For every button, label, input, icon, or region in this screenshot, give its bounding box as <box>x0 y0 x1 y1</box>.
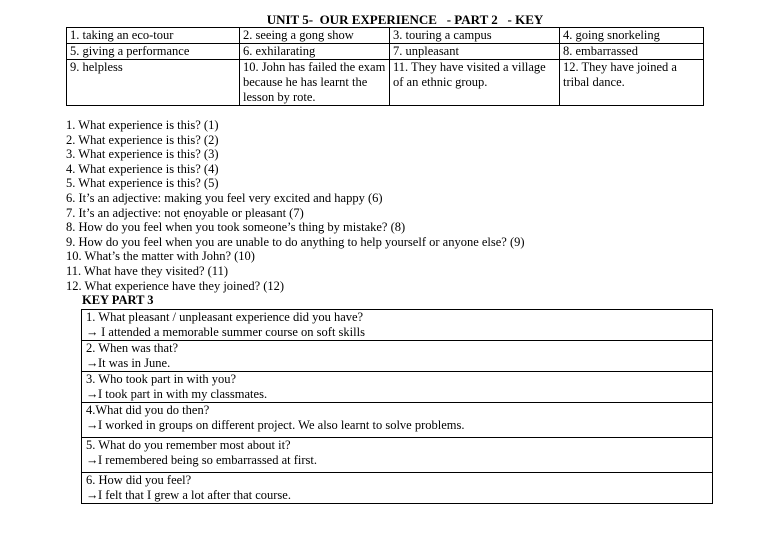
table-cell: 6. exhilarating <box>240 44 390 60</box>
question-list <box>66 118 525 293</box>
list-item: 1. What experience is this? (1) <box>66 118 219 132</box>
question-text: 3. Who took part in with you? <box>86 372 237 386</box>
table-row <box>67 44 704 60</box>
answer-text: →I remembered being so embarrassed at first. <box>86 453 318 467</box>
table-cell <box>82 403 713 438</box>
list-item: 9. How do you feel when you are unable to do anything to help yourself or anyone else? (9) <box>66 234 525 249</box>
arrow-right-icon: → <box>86 356 99 370</box>
table-cell: 12. They have joined a tribal dance. <box>560 60 704 106</box>
table-cell: 8. embarrassed <box>560 44 704 60</box>
question-text: 5. What do you remember most about it? <box>86 438 291 452</box>
document-title: UNIT 5- OUR EXPERIENCE - PART 2 - KEY <box>266 12 544 27</box>
list-item: 10. What’s the matter with John? (10) <box>66 249 255 264</box>
list-item: 3. What experience is this? (3) <box>66 147 219 162</box>
arrow-right-icon: → <box>86 387 99 401</box>
question-text: 6. How did you feel? <box>86 473 192 487</box>
answer-key-table <box>66 27 704 106</box>
arrow-right-icon: → <box>86 418 99 432</box>
table-cell: 10. John has failed the exam because he has learnt the lesson by rote. <box>240 60 390 106</box>
table-row <box>82 403 713 438</box>
table-cell: 9. helpless <box>67 60 240 106</box>
answer-text: →I worked in groups on different project. We also learnt to solve problems. <box>86 418 465 432</box>
table-row <box>82 372 713 403</box>
arrow-right-icon: → <box>86 453 99 467</box>
table-row <box>67 60 704 106</box>
section-heading: KEY PART 3 <box>82 293 154 307</box>
question-text: 1. What pleasant / unpleasant experience did you have? <box>86 310 364 324</box>
table-cell <box>82 438 713 473</box>
list-item: 2. What experience is this? (2) <box>66 132 219 147</box>
list-item: 6. It’s an adjective: making you feel very excited and happy (6) <box>66 190 383 205</box>
part3-table <box>81 309 713 504</box>
arrow-right-icon: → <box>86 325 99 339</box>
list-item: 12. What experience have they joined? (12) <box>66 278 285 293</box>
table-cell <box>82 372 713 403</box>
list-item: 7. It’s an adjective: not ẹnoyable or pleasant (7) <box>66 205 304 220</box>
table-row <box>82 341 713 372</box>
table-cell: 7. unpleasant <box>390 44 560 60</box>
table-row <box>82 438 713 473</box>
answer-text: → I attended a memorable summer course on soft skills <box>86 325 365 339</box>
table-cell: 1. taking an eco-tour <box>67 28 240 44</box>
table-cell <box>82 310 713 341</box>
table-cell: 2. seeing a gong show <box>240 28 390 44</box>
table-row <box>67 28 704 44</box>
table-row <box>82 310 713 341</box>
answer-text: →I took part in with my classmates. <box>86 387 268 401</box>
table-cell: 5. giving a performance <box>67 44 240 60</box>
arrow-right-icon: → <box>86 488 99 502</box>
table-cell: 3. touring a campus <box>390 28 560 44</box>
list-item: 8. How do you feel when you took someone’s thing by mistake? (8) <box>66 220 406 235</box>
table-row <box>82 473 713 504</box>
answer-text: →I felt that I grew a lot after that course. <box>86 488 291 502</box>
table-cell <box>82 341 713 372</box>
question-text: 2. When was that? <box>86 341 179 355</box>
question-text: 4.What did you do then? <box>86 403 210 417</box>
answer-text: →It was in June. <box>86 356 171 370</box>
table-cell: 4. going snorkeling <box>560 28 704 44</box>
list-item: 11. What have they visited? (11) <box>66 263 228 278</box>
list-item: 4. What experience is this? (4) <box>66 161 219 176</box>
list-item: 5. What experience is this? (5) <box>66 176 219 191</box>
table-cell <box>82 473 713 504</box>
table-cell: 11. They have visited a village of an ethnic group. <box>390 60 560 106</box>
